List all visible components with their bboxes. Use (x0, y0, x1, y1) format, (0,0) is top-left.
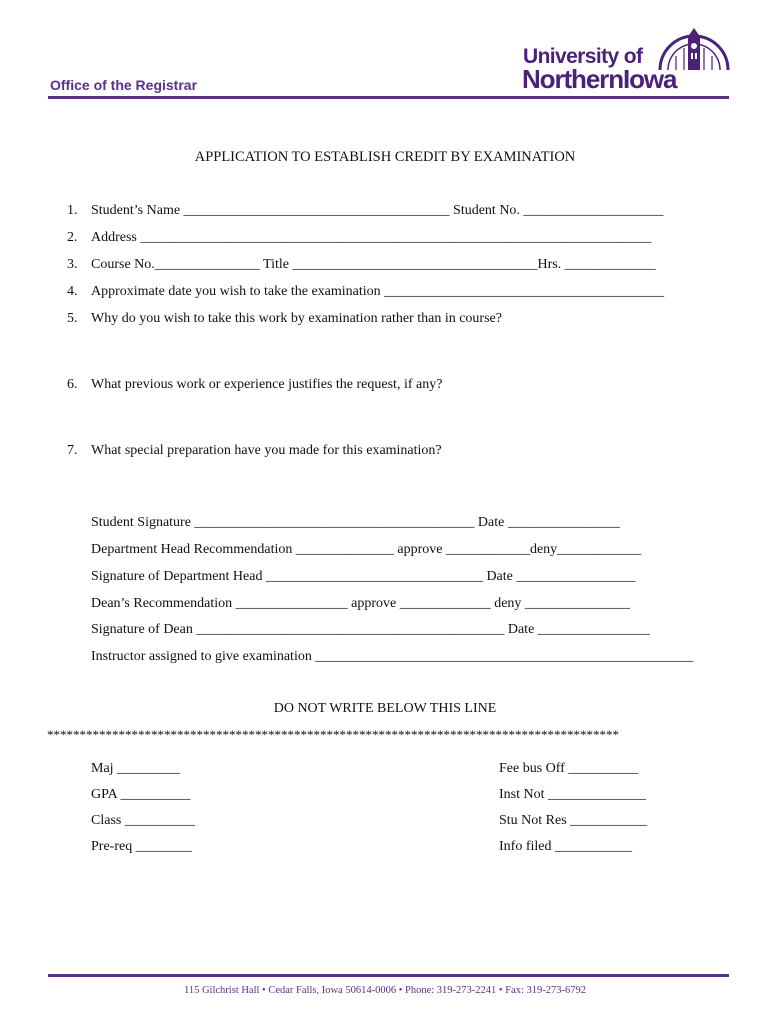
logo-wordmark-bottom: NorthernIowa (522, 64, 677, 94)
prereq-field[interactable]: Pre-req ________ (91, 839, 192, 854)
footer-divider (48, 974, 729, 977)
do-not-write-notice: DO NOT WRITE BELOW THIS LINE (273, 701, 497, 716)
department-head-recommendation-field[interactable]: Department Head Recommendation ______________ approve ____________deny____________ (91, 542, 642, 557)
info-filed-field[interactable]: Info filed ___________ (499, 839, 632, 854)
exam-date-field[interactable]: Approximate date you wish to take the examination ________________________________________ (91, 284, 665, 299)
form-title: APPLICATION TO ESTABLISH CREDIT BY EXAMINATION (194, 149, 576, 165)
instructor-field[interactable]: Instructor assigned to give examination ______________________________________________________ (91, 649, 694, 664)
fee-bus-off-field[interactable]: Fee bus Off __________ (499, 761, 639, 776)
address-field[interactable]: Address _________________________________________________________________________ (91, 230, 652, 245)
question-number: 7. (67, 443, 78, 458)
question-number: 6. (67, 377, 78, 392)
gpa-field[interactable]: GPA __________ (91, 787, 191, 802)
preparation-question: What special preparation have you made for this examination? (91, 443, 442, 458)
divider-asterisks: **************************************************************************************** (47, 727, 619, 742)
experience-question: What previous work or experience justifies the request, if any? (91, 377, 443, 392)
question-number: 2. (67, 230, 78, 245)
office-title: Office of the Registrar (50, 77, 198, 93)
stu-not-res-field[interactable]: Stu Not Res ___________ (499, 813, 648, 828)
class-field[interactable]: Class __________ (91, 813, 195, 828)
logo-wordmark-top: University of (523, 45, 643, 68)
question-number: 5. (67, 311, 78, 326)
dean-signature-field[interactable]: Signature of Dean ____________________________________________ Date ________________ (91, 622, 650, 637)
question-number: 4. (67, 284, 78, 299)
inst-not-field[interactable]: Inst Not ______________ (499, 787, 646, 802)
reason-question: Why do you wish to take this work by examination rather than in course? (91, 311, 502, 326)
dean-recommendation-field[interactable]: Dean’s Recommendation ________________ approve _____________ deny _______________ (91, 596, 630, 611)
header-divider (48, 96, 729, 99)
student-signature-field[interactable]: Student Signature ________________________________________ Date ________________ (91, 515, 620, 530)
university-logo (520, 26, 730, 96)
question-number: 1. (67, 203, 78, 218)
footer-address: 115 Gilchrist Hall • Cedar Falls, Iowa 50614-0006 • Phone: 319-273-2241 • Fax: 319-273-6792 (183, 985, 586, 996)
course-field[interactable]: Course No._______________ Title ___________________________________Hrs. _____________ (91, 257, 656, 272)
department-head-signature-field[interactable]: Signature of Department Head _______________________________ Date _________________ (91, 569, 636, 584)
student-name-field[interactable]: Student’s Name ______________________________________ Student No. ____________________ (91, 203, 664, 218)
question-number: 3. (67, 257, 78, 272)
maj-field[interactable]: Maj _________ (91, 761, 181, 776)
